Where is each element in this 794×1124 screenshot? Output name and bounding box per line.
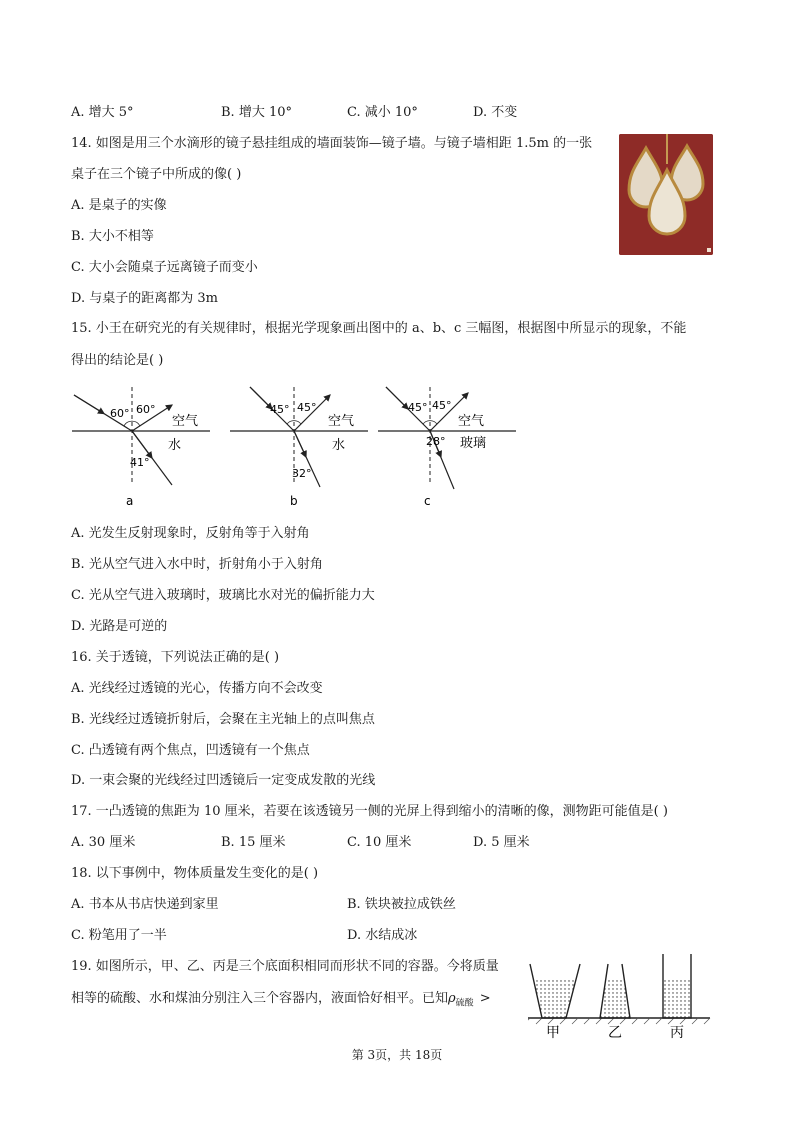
container-label-bing: 丙	[670, 1025, 684, 1040]
refracted-angle-label: 41°	[130, 456, 150, 469]
q17-option-b: B. 15 厘米	[221, 835, 286, 850]
q13-option-c: C. 减小 10°	[347, 105, 418, 120]
reflected-angle-label: 45°	[432, 399, 452, 412]
q18-option-c: C. 粉笔用了一半	[71, 928, 167, 943]
q15-stem-line2: 得出的结论是( )	[71, 353, 164, 368]
light-figure-b	[230, 385, 380, 510]
bottom-medium-label: 水	[332, 438, 346, 453]
figure-caption: c	[424, 494, 431, 508]
q14-option-b: B. 大小不相等	[71, 229, 154, 244]
mirror-wall-photo	[619, 134, 713, 255]
bottom-medium-label: 玻璃	[460, 436, 487, 451]
q16-option-c: C. 凸透镜有两个焦点，凹透镜有一个焦点	[71, 743, 310, 758]
q14-stem-line2: 桌子在三个镜子中所成的像( )	[71, 167, 242, 182]
rho-subscript: 硫酸	[455, 998, 474, 1009]
q15-option-a: A. 光发生反射现象时，反射角等于入射角	[71, 526, 310, 541]
bottom-medium-label: 水	[168, 438, 182, 453]
q18-stem: 18. 以下事例中，物体质量发生变化的是( )	[71, 866, 319, 881]
q17-option-d: D. 5 厘米	[473, 835, 530, 850]
top-medium-label: 空气	[172, 414, 199, 429]
q13-option-d: D. 不变	[473, 105, 518, 120]
q15-option-d: D. 光路是可逆的	[71, 619, 168, 634]
q19-stem-line2	[71, 987, 491, 1009]
q19-stem-line1: 19. 如图所示，甲、乙、丙是三个底面积相同而形状不同的容器。今将质量	[71, 959, 499, 974]
q14-stem-line1: 14. 如图是用三个水滴形的镜子悬挂组成的墙面装饰—镜子墙。与镜子墙相距 1.5m 的一张	[71, 136, 593, 151]
q17-option-a: A. 30 厘米	[71, 835, 136, 850]
q14-option-d: D. 与桌子的距离都为 3m	[71, 291, 218, 306]
q14-option-a: A. 是桌子的实像	[71, 198, 167, 213]
figure-caption: a	[126, 494, 134, 508]
container-bing-liquid	[663, 978, 691, 1018]
reflected-angle-label: 60°	[136, 403, 156, 416]
q18-option-a: A. 书本从书店快递到家里	[71, 897, 219, 912]
incident-angle-label: 60°	[110, 407, 130, 420]
top-medium-label: 空气	[328, 414, 355, 429]
greater-than-sign: >	[479, 991, 491, 1006]
refracted-angle-label: 32°	[292, 467, 312, 480]
q18-option-d: D. 水结成冰	[347, 928, 418, 943]
rho-symbol: ρ	[448, 991, 456, 1006]
q15-option-c: C. 光从空气进入玻璃时，玻璃比水对光的偏折能力大	[71, 588, 375, 603]
container-label-yi: 乙	[608, 1025, 622, 1040]
light-figure-a	[72, 385, 222, 510]
container-label-jia: 甲	[546, 1025, 560, 1040]
top-medium-label: 空气	[458, 414, 485, 429]
q16-stem: 16. 关于透镜，下列说法正确的是( )	[71, 650, 280, 665]
containers-figure	[528, 948, 714, 1040]
q16-option-d: D. 一束会聚的光线经过凹透镜后一定变成发散的光线	[71, 773, 376, 788]
q13-option-b: B. 增大 10°	[221, 105, 292, 120]
q15-option-b: B. 光从空气进入水中时，折射角小于入射角	[71, 557, 323, 572]
q16-option-a: A. 光线经过透镜的光心，传播方向不会改变	[71, 681, 323, 696]
light-figure-c	[378, 385, 528, 510]
q17-option-c: C. 10 厘米	[347, 835, 412, 850]
page-footer: 第 3页，共 18页	[351, 1048, 443, 1062]
incident-angle-label: 45°	[408, 401, 428, 414]
q14-option-c: C. 大小会随桌子远离镜子而变小	[71, 260, 258, 275]
q13-option-a: A. 增大 5°	[71, 105, 134, 120]
reflected-angle-label: 45°	[297, 401, 317, 414]
refracted-angle-label: 28°	[426, 435, 446, 448]
q17-stem: 17. 一凸透镜的焦距为 10 厘米，若要在该透镜另一侧的光屏上得到缩小的清晰的像，测物距可能值是( )	[71, 804, 668, 819]
q19-stem-text: 相等的硫酸、水和煤油分别注入三个容器内，液面恰好相平。已知	[71, 991, 449, 1006]
incident-angle-label: 45°	[270, 403, 290, 416]
q15-stem-line1: 15. 小王在研究光的有关规律时，根据光学现象画出图中的 a、b、c 三幅图，根据图中所显示的现象，不能	[71, 321, 687, 336]
q16-option-b: B. 光线经过透镜折射后，会聚在主光轴上的点叫焦点	[71, 712, 375, 727]
figure-caption: b	[290, 494, 298, 508]
q18-option-b: B. 铁块被拉成铁丝	[347, 897, 456, 912]
